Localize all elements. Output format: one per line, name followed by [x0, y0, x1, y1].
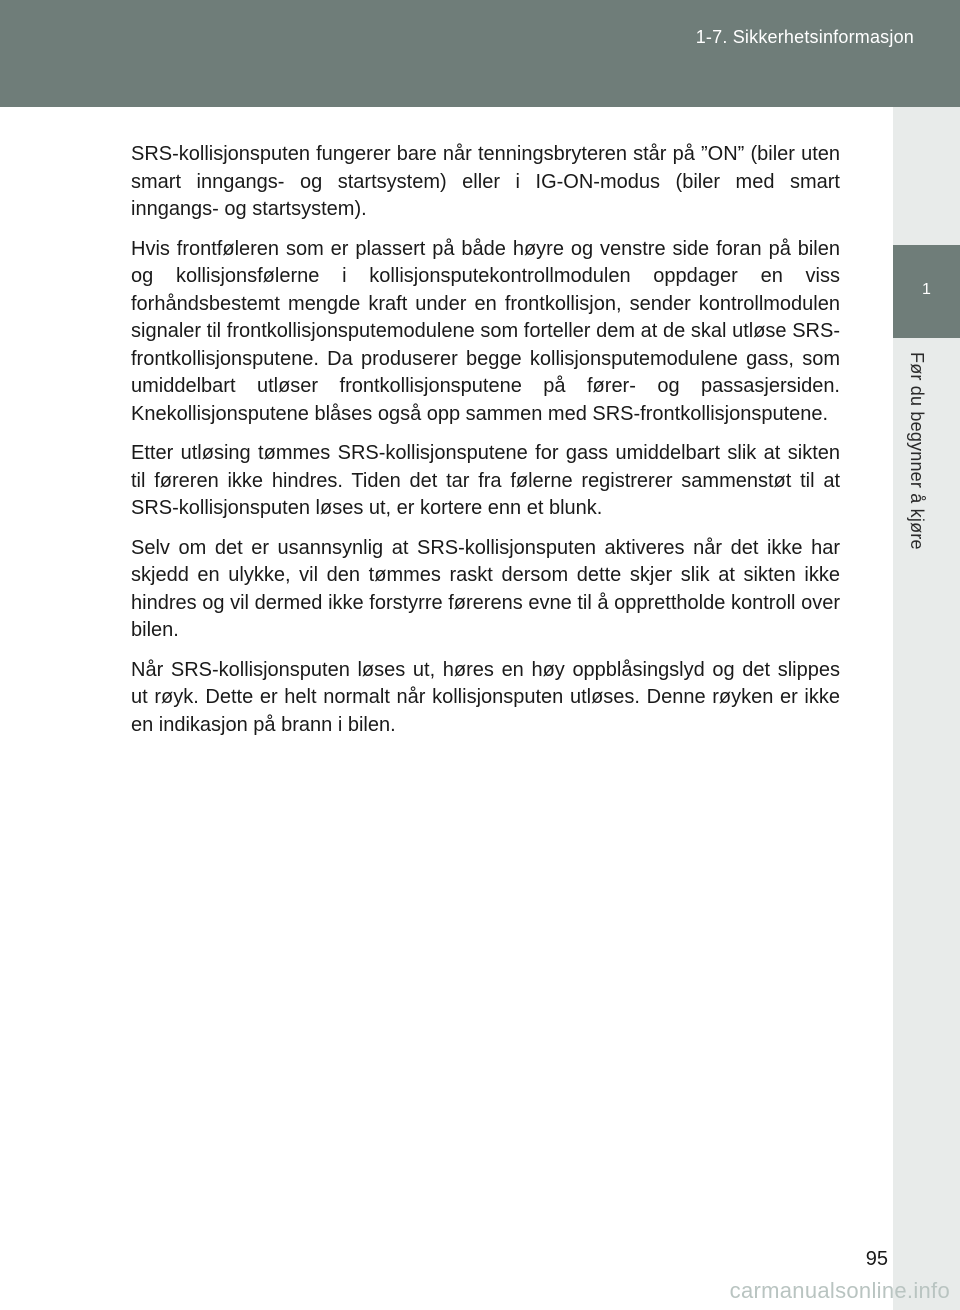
paragraph: Etter utløsing tømmes SRS-kollisjonsputene for gass umiddelbart slik at sikten til føreren ikke hindres. Tiden det tar fra følerne registrerer sammenstøt til at SRS-kollisjonsputen løses ut, er kortere enn et blunk.: [131, 442, 840, 519]
chapter-title: Før du begynner å kjøre: [907, 352, 927, 550]
paragraph: Hvis frontføleren som er plassert på både høyre og venstre side foran på bilen og kollisjonsfølerne i kollisjonsputekontrollmodulen oppdager en viss forhåndsbestemt mengde kraft under en frontkollisjon, sender kontrollmodulen signaler til frontkollisjonsputemodulene som forteller dem at de skal utløse SRS-frontkollisjonsputene. Da produserer begge kollisjonsputemodulene gass, som umiddelbart utløser frontkollisjonsputene på fører- og passasjersiden. Knekollisjonsputene blåses også opp sammen med SRS-frontkollisjonsputene.: [131, 237, 840, 425]
section-title: 1-7. Sikkerhetsinformasjon: [695, 27, 914, 47]
paragraph: SRS-kollisjonsputen fungerer bare når tenningsbryteren står på ”ON” (biler uten smart inngangs- og startsystem) eller i IG-ON-modus (biler med smart inngangs- og startsystem).: [131, 143, 840, 220]
page-number: 95: [865, 1248, 888, 1270]
paragraph: Selv om det er usannsynlig at SRS-kollisjonsputen aktiveres når det ikke har skjedd en ulykke, vil den tømmes raskt dersom dette skjer slik at sikten ikke hindres og vil dermed ikke forstyrre førerens evne til å opprettholde kontroll over bilen.: [131, 536, 840, 641]
watermark: carmanualsonline.info: [729, 1278, 950, 1303]
paragraph: Når SRS-kollisjonsputen løses ut, høres en høy oppblåsingslyd og det slippes ut røyk. Dette er helt normalt når kollisjonsputen utløses. Denne røyken er ikke en indikasjon på brann i bilen.: [131, 658, 840, 736]
chapter-number: 1: [922, 281, 931, 298]
header-band: [0, 0, 960, 107]
side-tab-spacer: [893, 107, 960, 245]
chapter-tab: [893, 245, 960, 338]
body-text: [131, 141, 840, 751]
